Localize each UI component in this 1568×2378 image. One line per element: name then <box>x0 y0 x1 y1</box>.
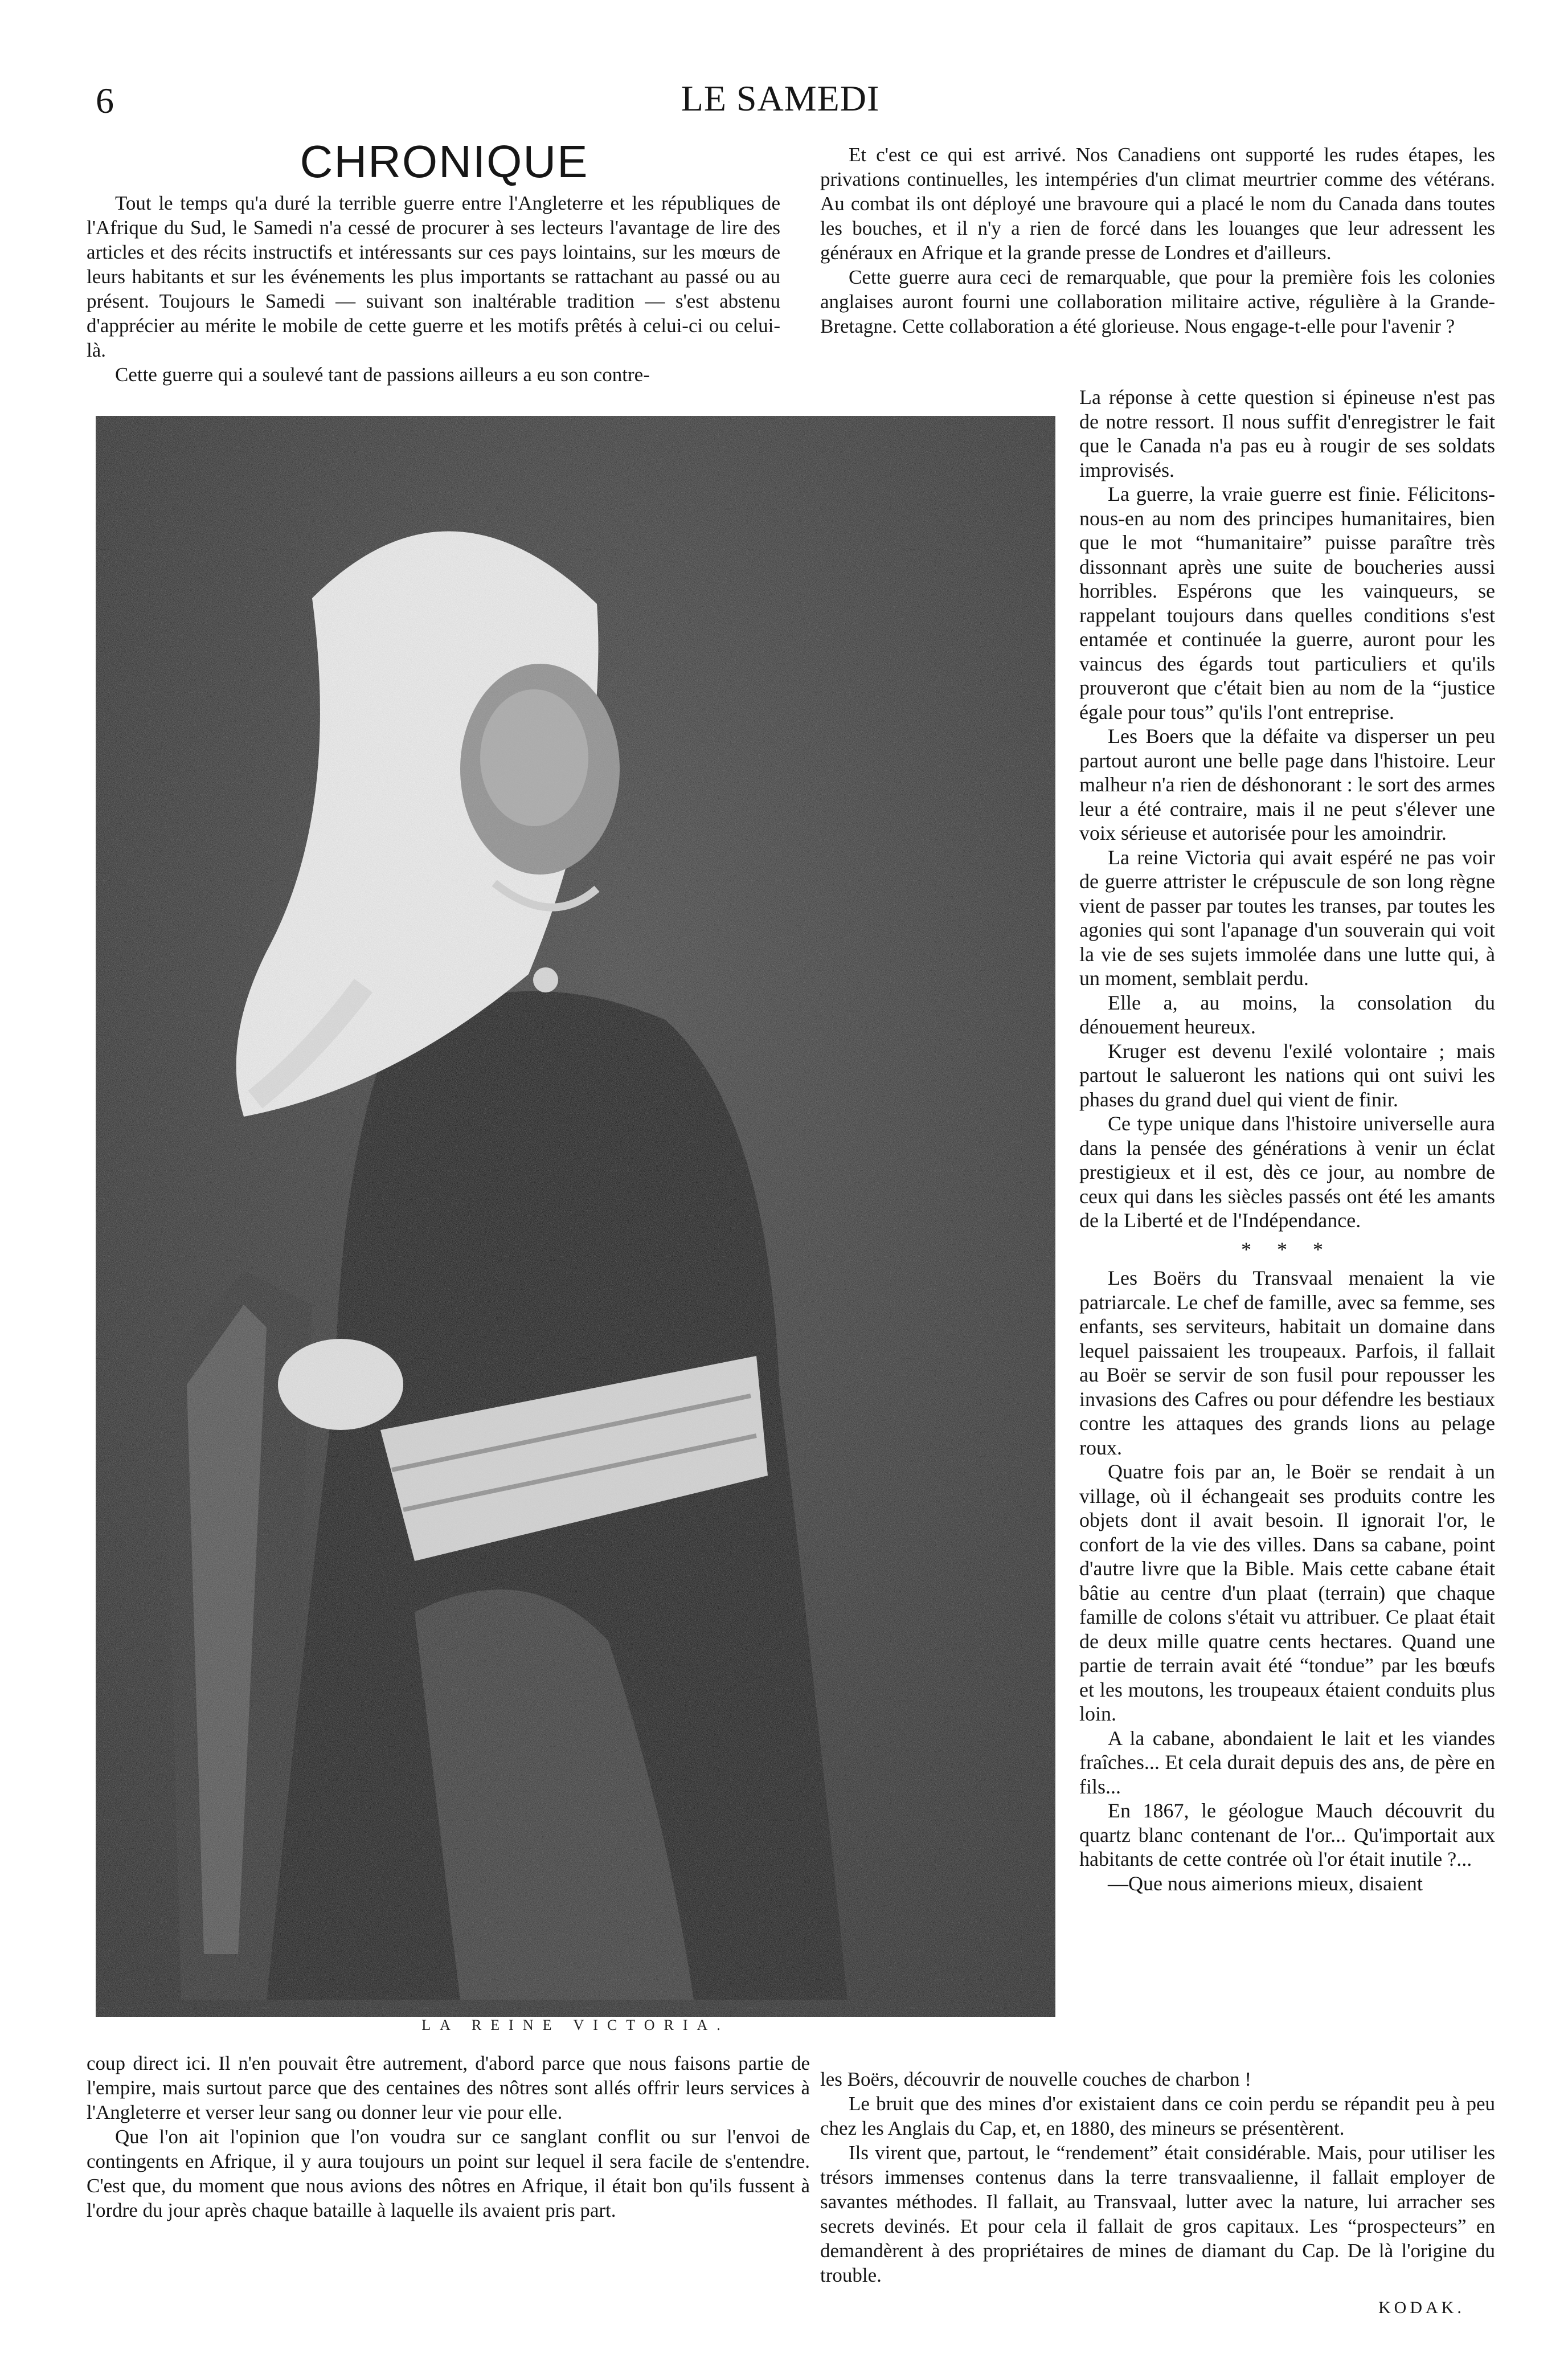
body-paragraph: Cette guerre aura ceci de remarquable, que pour la première fois les colonies anglaises auront fourni une collaboration militaire active, régulière à la Grande-Bretagne. Cette collaboration a été glorieuse. Nous engage-t-elle pour l'avenir ? <box>820 266 1495 337</box>
body-paragraph: Ce type unique dans l'histoire universelle aura dans la pensée des générations à venir un éclat prestigieux et il est, dès ce jour, au nombre de ceux qui dans les siècles passés ont été les amants de la Liberté et de l'Indépendance. <box>1079 1112 1495 1232</box>
section-separator: * * * <box>1241 1237 1333 1261</box>
portrait-image <box>96 416 1055 2017</box>
masthead-title: LE SAMEDI <box>681 78 880 119</box>
body-paragraph: Et c'est ce qui est arrivé. Nos Canadiens ont supporté les rudes étapes, les privations continuelles, les intempéries d'un climat meurtrier comme des vétérans. Au combat ils ont déployé une bravoure qui a placé le nom du Canada dans toutes les bouches, et il n'y a rien de forcé dans les louanges que leur adressent les généraux en Afrique et la grande presse de Londres et d'ailleurs. <box>820 144 1495 264</box>
body-paragraph: Elle a, au moins, la consolation du dénouement heureux. <box>1079 991 1495 1038</box>
body-paragraph: Kruger est devenu l'exilé volontaire ; mais partout le salueront les nations qui ont suivi les phases du grand duel qui vient de finir. <box>1079 1039 1495 1111</box>
body-paragraph: Les Boers que la défaite va disperser un peu partout auront une belle page dans l'histoire. Leur malheur n'a rien de déshonorant : le sort des armes leur a été contraire, mais il ne peut s'élever une voix sérieuse et autorisée pour les amoindrir. <box>1079 725 1495 844</box>
body-paragraph: La reine Victoria qui avait espéré ne pas voir de guerre attrister le crépuscule de son long règne vient de passer par toutes les transes, par toutes les agonies qui sont l'apanage d'un souverain qui voit la vie de ses sujets immolée dans une lutte qui, à un moment, semblait perdu. <box>1079 845 1495 990</box>
queen-victoria-portrait <box>96 416 1055 2017</box>
intro-paragraph: Cette guerre qui a soulevé tant de passions ailleurs a eu son contre- <box>115 363 650 386</box>
body-paragraph: La guerre, la vraie guerre est finie. Félicitons-nous-en au nom des principes humanitaires, bien que le mot “humanitaire” puisse paraître très dissonnant après une suite de boucheries aussi horribles. Espérons que les vainqueurs, se rappelant toujours dans quelles conditions s'est entamée et continuée la guerre, auront pour les vaincus des égards tout particuliers et qu'ils prouveront que c'était bien au nom de la “justice égale pour tous” qu'ils l'ont entreprise. <box>1079 483 1495 724</box>
portrait-caption: LA REINE VICTORIA. <box>421 2017 730 2033</box>
right-narrow-column <box>1079 385 1495 1895</box>
right-top-column <box>820 142 1495 338</box>
body-paragraph: coup direct ici. Il n'en pouvait être autrement, d'abord parce que nous faisons partie de l'empire, mais surtout parce que des centaines des nôtres sont allés offrir leurs services à l'Angleterre et verser leur sang ou donner leur vie pour elle. <box>87 2052 810 2123</box>
body-paragraph: A la cabane, abondaient le lait et les viandes fraîches... Et cela durait depuis des ans, de père en fils... <box>1079 1726 1495 1798</box>
body-paragraph: Ils virent que, partout, le “rendement” était considérable. Mais, pour utiliser les trésors immenses contenus dans la terre transvaalienne, il fallait employer de savantes méthodes. Il fallait, au Transvaal, lutter avec la nature, lui arracher ses secrets devinés. Et pour cela il fallait de gros capitaux. Les “prospecteurs” en demandèrent à des propriétaires de mines de diamant du Cap. De là l'origine du trouble. <box>820 2142 1495 2286</box>
right-bottom-column <box>820 2067 1495 2287</box>
intro-column <box>87 191 780 387</box>
body-paragraph: La réponse à cette question si épineuse n'est pas de notre ressort. Il nous suffit d'enregistrer le fait que le Canada n'a pas eu à rougir de ses soldats improvisés. <box>1079 386 1495 481</box>
bottom-left-column <box>87 2051 810 2222</box>
body-paragraph: Que l'on ait l'opinion que l'on voudra sur ce sanglant conflit ou sur l'envoi de contingents en Afrique, il y aura toujours un point sur lequel il sera facile de s'entendre. C'est que, du moment que nous avions des nôtres en Afrique, il était bon qu'ils fussent à l'ordre du jour après chaque bataille à laquelle ils avaient pris part. <box>87 2126 810 2221</box>
page-number: 6 <box>96 80 114 121</box>
body-paragraph: Le bruit que des mines d'or existaient dans ce coin perdu se répandit peu à peu chez les Anglais du Cap, et, en 1880, des mineurs se présentèrent. <box>820 2093 1495 2139</box>
body-paragraph: En 1867, le géologue Mauch découvrit du quartz blanc contenant de l'or... Qu'importait aux habitants de cette contrée où l'or était inutile ?... <box>1079 1799 1495 1870</box>
intro-paragraph: Tout le temps qu'a duré la terrible guerre entre l'Angleterre et les républiques de l'Afrique du Sud, le Samedi n'a cessé de procurer à ses lecteurs l'avantage de lire des articles et des récits instructifs et intéressants sur ces pays lointains, sur les mœurs de leurs habitants et sur les événements les plus importants se rattachant au passé ou au présent. Toujours le Samedi — suivant son inaltérable tradition — s'est abstenu d'apprécier au mérite le mobile de cette guerre et les motifs prêtés à celui-ci ou celui-là. <box>87 192 780 361</box>
body-paragraph: les Boërs, découvrir de nouvelle couches de charbon ! <box>820 2068 1252 2090</box>
section-title: CHRONIQUE <box>300 136 589 187</box>
author-signature: KODAK. <box>1378 2298 1465 2317</box>
body-paragraph: —Que nous aimerions mieux, disaient <box>1108 1872 1423 1895</box>
body-paragraph: Quatre fois par an, le Boër se rendait à un village, où il échangeait ses produits contre les objets dont il avait besoin. Il ignorait l'or, le confort de la vie des villes. Dans sa cabane, point d'autre livre que la Bible. Mais cette cabane était bâtie au centre d'un plaat (terrain) que chaque famille de colons s'était vu attribuer. Ce plaat était de deux mille quatre cents hectares. Quand une partie de terrain avait été “tondue” par les bœufs et les moutons, les troupeaux étaient conduits plus loin. <box>1079 1460 1495 1725</box>
body-paragraph: Les Boërs du Transvaal menaient la vie patriarcale. Le chef de famille, avec sa femme, ses enfants, ses serviteurs, habitait un domaine dans lequel paissaient les troupeaux. Parfois, il fallait au Boër se servir de son fusil pour repousser les invasions des Cafres ou pour défendre les bestiaux contre les attaques des grands lions au pelage roux. <box>1079 1266 1495 1459</box>
